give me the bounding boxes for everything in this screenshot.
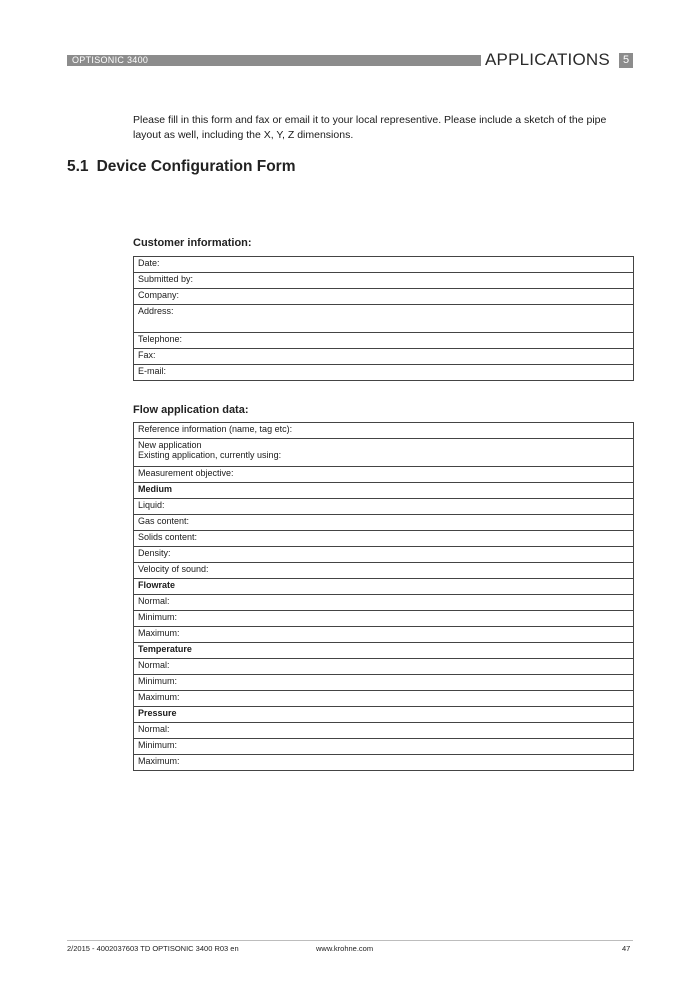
form-field-cell[interactable] bbox=[134, 739, 634, 755]
form-field-label: Date: bbox=[138, 258, 160, 268]
form-field-cell[interactable] bbox=[134, 531, 634, 547]
form-row bbox=[134, 289, 634, 305]
form-field-cell[interactable] bbox=[134, 755, 634, 771]
form-field-cell[interactable] bbox=[134, 423, 634, 439]
form-field-label: Maximum: bbox=[138, 692, 180, 702]
form-row bbox=[134, 499, 634, 515]
form-field-cell[interactable] bbox=[134, 349, 634, 365]
form-field-cell[interactable] bbox=[134, 257, 634, 273]
header-product-bar bbox=[67, 55, 481, 66]
customer-info-heading: Customer information: bbox=[133, 237, 252, 249]
form-row bbox=[134, 531, 634, 547]
form-field-cell[interactable] bbox=[134, 595, 634, 611]
form-field-cell[interactable] bbox=[134, 305, 634, 333]
footer-doc-ref: 2/2015 - 4002037603 TD OPTISONIC 3400 R03 en bbox=[67, 944, 239, 953]
form-field-cell[interactable] bbox=[134, 547, 634, 563]
form-field-cell[interactable] bbox=[134, 707, 634, 723]
flow-data-table bbox=[133, 422, 634, 771]
form-field-label: Minimum: bbox=[138, 740, 178, 750]
form-row bbox=[134, 467, 634, 483]
form-field-cell[interactable] bbox=[134, 579, 634, 595]
form-field-cell[interactable] bbox=[134, 499, 634, 515]
form-field-label: Velocity of sound: bbox=[138, 564, 209, 574]
form-row bbox=[134, 659, 634, 675]
form-field-cell[interactable] bbox=[134, 659, 634, 675]
form-field-cell[interactable] bbox=[134, 333, 634, 349]
form-field-cell[interactable] bbox=[134, 515, 634, 531]
form-row bbox=[134, 273, 634, 289]
form-field-label: Normal: bbox=[138, 724, 170, 734]
form-row bbox=[134, 611, 634, 627]
form-row bbox=[134, 563, 634, 579]
form-field-label: Existing application, currently using: bbox=[138, 450, 282, 460]
form-field-label: Submitted by: bbox=[138, 274, 194, 284]
form-row bbox=[134, 595, 634, 611]
form-field-label: Pressure bbox=[138, 708, 177, 718]
page-title bbox=[67, 158, 296, 176]
form-row bbox=[134, 723, 634, 739]
form-field-label: Gas content: bbox=[138, 516, 190, 526]
form-field-label: Normal: bbox=[138, 660, 170, 670]
form-field-label: Minimum: bbox=[138, 676, 178, 686]
form-row bbox=[134, 349, 634, 365]
section-title: Device Configuration Form bbox=[96, 158, 296, 175]
footer-page-number: 47 bbox=[622, 944, 631, 953]
form-field-label: E-mail: bbox=[138, 366, 167, 376]
form-field-cell[interactable] bbox=[134, 643, 634, 659]
form-row bbox=[134, 739, 634, 755]
form-row bbox=[134, 423, 634, 439]
customer-info-table bbox=[133, 256, 634, 381]
form-field-label: Solids content: bbox=[138, 532, 198, 542]
form-field-label: Medium bbox=[138, 484, 173, 494]
form-field-cell[interactable] bbox=[134, 273, 634, 289]
form-field-cell[interactable] bbox=[134, 675, 634, 691]
form-field-label: Maximum: bbox=[138, 628, 180, 638]
form-row bbox=[134, 643, 634, 659]
form-field-cell[interactable] bbox=[134, 365, 634, 381]
form-field-label: Measurement objective: bbox=[138, 468, 234, 478]
form-field-cell[interactable] bbox=[134, 467, 634, 483]
flow-data-heading: Flow application data: bbox=[133, 404, 249, 416]
form-row bbox=[134, 305, 634, 333]
form-field-label: Address: bbox=[138, 306, 174, 316]
form-field-cell[interactable] bbox=[134, 483, 634, 499]
form-row bbox=[134, 439, 634, 467]
form-row bbox=[134, 707, 634, 723]
form-row bbox=[134, 691, 634, 707]
footer-website: www.krohne.com bbox=[316, 944, 374, 953]
form-field-cell[interactable] bbox=[134, 439, 634, 467]
header-section-number: 5 bbox=[619, 53, 633, 68]
form-field-cell[interactable] bbox=[134, 563, 634, 579]
form-field-label: Density: bbox=[138, 548, 171, 558]
form-field-label: Normal: bbox=[138, 596, 170, 606]
form-row bbox=[134, 483, 634, 499]
form-field-label: Flowrate bbox=[138, 580, 176, 590]
header-section-title: APPLICATIONS bbox=[485, 50, 610, 69]
form-field-label: Company: bbox=[138, 290, 180, 300]
form-row bbox=[134, 579, 634, 595]
form-row bbox=[134, 257, 634, 273]
form-row bbox=[134, 755, 634, 771]
form-field-cell[interactable] bbox=[134, 289, 634, 305]
form-row bbox=[134, 333, 634, 349]
form-field-label: Maximum: bbox=[138, 756, 180, 766]
intro-paragraph: Please fill in this form and fax or email it to your local representive. Please include a sketch of the pipe layout as well, including the X, Y, Z dimensions. bbox=[133, 114, 607, 141]
form-field-cell[interactable] bbox=[134, 723, 634, 739]
form-row bbox=[134, 365, 634, 381]
form-field-label: Fax: bbox=[138, 350, 156, 360]
form-field-label: Minimum: bbox=[138, 612, 178, 622]
form-row bbox=[134, 547, 634, 563]
form-field-label: Reference information (name, tag etc): bbox=[138, 424, 293, 434]
form-row bbox=[134, 627, 634, 643]
form-field-label: Telephone: bbox=[138, 334, 183, 344]
form-field-label: Liquid: bbox=[138, 500, 165, 510]
form-row bbox=[134, 675, 634, 691]
section-number: 5.1 bbox=[67, 158, 89, 175]
form-field-label: Temperature bbox=[138, 644, 192, 654]
form-field-label: New application bbox=[138, 440, 202, 450]
header-product: OPTISONIC 3400 bbox=[72, 55, 149, 65]
form-field-cell[interactable] bbox=[134, 611, 634, 627]
form-row bbox=[134, 515, 634, 531]
form-field-cell[interactable] bbox=[134, 627, 634, 643]
footer-divider bbox=[67, 940, 633, 941]
form-field-cell[interactable] bbox=[134, 691, 634, 707]
